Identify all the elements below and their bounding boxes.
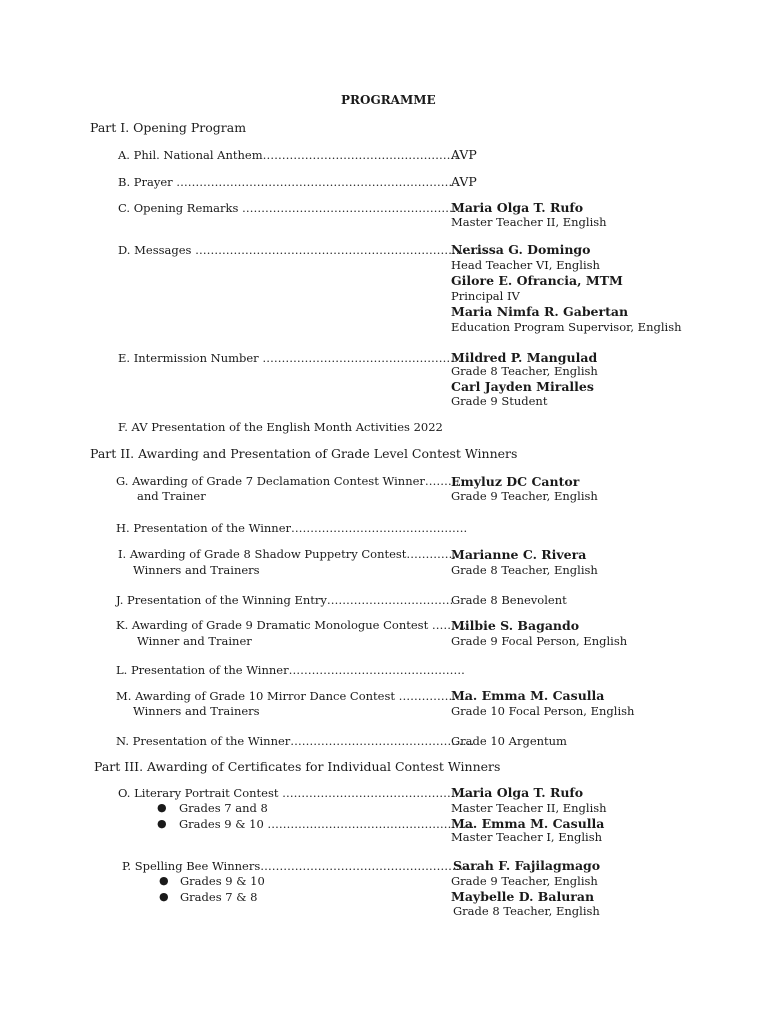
item-k-name: Milbie S. Bagando: [451, 618, 580, 633]
item-j-value: Grade 8 Benevolent: [451, 593, 567, 607]
item-e-name-2: Carl Jayden Miralles: [451, 379, 594, 394]
item-i-name: Marianne C. Rivera: [451, 547, 587, 562]
item-n: N. Presentation of the Winner…………………………………………: [116, 734, 475, 748]
item-i: I. Awarding of Grade 8 Shadow Puppetry Contest…………..: [118, 547, 460, 561]
item-k-continued: Winner and Trainer: [137, 634, 252, 648]
item-o-role-1: Master Teacher II, English: [451, 801, 607, 815]
item-o-bullet-2: Grades 9 & 10 ………………………………………………: [179, 817, 475, 831]
item-p-name-2: Maybelle D. Baluran: [451, 889, 595, 904]
part-3-heading: Part III. Awarding of Certificates for Individual Contest Winners: [94, 759, 501, 774]
item-o-role-2: Master Teacher I, English: [451, 830, 603, 844]
item-f: F. AV Presentation of the English Month Activities 2022: [118, 420, 443, 434]
item-k-role: Grade 9 Focal Person, English: [451, 634, 628, 648]
item-c-role: Master Teacher II, English: [451, 215, 607, 229]
item-l: L. Presentation of the Winner……………………………………….: [116, 663, 465, 677]
item-m: M. Awarding of Grade 10 Mirror Dance Contest ………………: [116, 689, 468, 703]
bullet-icon: ●: [157, 801, 167, 814]
item-m-continued: Winners and Trainers: [133, 704, 260, 718]
item-e-role-2: Grade 9 Student: [451, 394, 548, 408]
item-g-continued: and Trainer: [137, 489, 206, 503]
item-p-role-1: Grade 9 Teacher, English: [451, 874, 598, 888]
item-e-role-1: Grade 8 Teacher, English: [451, 364, 598, 378]
item-p-role-2: Grade 8 Teacher, English: [453, 904, 600, 918]
item-e: E. Intermission Number …………………………………………….: [118, 351, 462, 365]
item-d: D. Messages ………………………………………………………………….: [118, 243, 487, 257]
bullet-icon: ●: [159, 890, 169, 903]
item-g-name: Emyluz DC Cantor: [451, 474, 580, 489]
item-m-name: Ma. Emma M. Casulla: [451, 688, 605, 703]
item-p-bullet-2: Grades 7 & 8: [180, 890, 258, 904]
item-d-role-1: Head Teacher VI, English: [451, 258, 600, 272]
item-o-bullet-1: Grades 7 and 8: [179, 801, 268, 815]
item-o-name-1: Maria Olga T. Rufo: [451, 785, 584, 800]
item-i-role: Grade 8 Teacher, English: [451, 563, 598, 577]
item-m-role: Grade 10 Focal Person, English: [451, 704, 635, 718]
item-o: O. Literary Portrait Contest ……………………………………………: [118, 786, 478, 800]
item-d-role-2: Principal IV: [451, 289, 520, 303]
item-d-name-3: Maria Nimfa R. Gabertan: [451, 304, 629, 319]
part-2-heading: Part II. Awarding and Presentation of Grade Level Contest Winners: [90, 446, 518, 461]
item-p-name-1: Sarah F. Fajilagmago: [453, 858, 601, 873]
item-p: P. Spelling Bee Winners…………………………………………………: [122, 859, 479, 873]
bullet-icon: ●: [159, 874, 169, 887]
item-h: H. Presentation of the Winner……………………………………….: [116, 521, 468, 535]
item-b: B. Prayer ………………………………………………………………: [118, 175, 453, 189]
bullet-icon: ●: [157, 817, 167, 830]
item-d-name-1: Nerissa G. Domingo: [451, 242, 591, 257]
item-b-value: AVP: [451, 174, 477, 189]
item-c-name: Maria Olga T. Rufo: [451, 200, 584, 215]
item-p-bullet-1: Grades 9 & 10: [180, 874, 265, 888]
item-d-name-2: Gilore E. Ofrancia, MTM: [451, 273, 623, 288]
item-i-continued: Winners and Trainers: [133, 563, 260, 577]
item-k: K. Awarding of Grade 9 Dramatic Monologue Contest ………: [116, 618, 467, 632]
item-g: G. Awarding of Grade 7 Declamation Contest Winner………: [116, 474, 460, 488]
part-1-heading: Part I. Opening Program: [90, 120, 247, 135]
item-d-role-3: Education Program Supervisor, English: [451, 320, 682, 334]
item-c: C. Opening Remarks ……………………………………………………: [118, 201, 473, 215]
item-e-name-1: Mildred P. Mangulad: [451, 350, 598, 365]
page-title: PROGRAMME: [341, 93, 436, 107]
item-j: J. Presentation of the Winning Entry……………………………: [116, 593, 454, 607]
item-a: A. Phil. National Anthem……………………………………………: [118, 148, 459, 162]
item-g-role: Grade 9 Teacher, English: [451, 489, 598, 503]
item-a-value: AVP: [451, 147, 477, 162]
item-n-value: Grade 10 Argentum: [451, 734, 567, 748]
item-o-name-2: Ma. Emma M. Casulla: [451, 816, 605, 831]
